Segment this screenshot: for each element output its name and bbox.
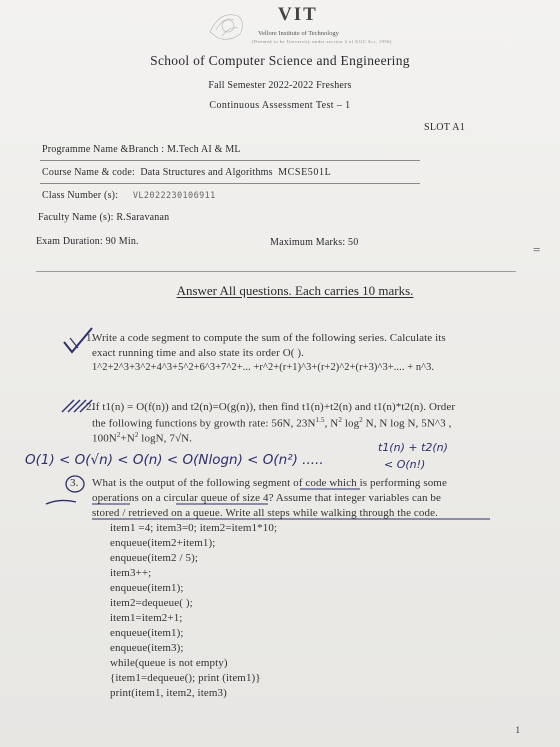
duration-label: Exam Duration:: [36, 236, 103, 247]
q2-line3-text: +N: [120, 432, 135, 445]
instructions: Answer All questions. Each carries 10 marks.: [176, 283, 414, 298]
q2-line1: If t1(n) = O(f(n)) and t2(n)=O(g(n)), then find t1(n)+t2(n) and t1(n)*t2(n). Order: [92, 401, 456, 413]
code-line: enqueue(item3);: [110, 642, 184, 654]
q3-line2: operations on a circular queue of size 4? Assume that integer variables can be: [92, 492, 441, 504]
code-line: item2=dequeue( );: [110, 597, 193, 609]
q1-line1: Write a code segment to compute the sum of the following series. Calculate its: [92, 332, 446, 344]
class-value: VL2022230106911: [132, 191, 216, 201]
q2-line2-text: the following functions by growth rate: 56N, 23N: [92, 417, 316, 430]
marks-value: 50: [348, 237, 359, 248]
programme-label: Programme Name &Branch :: [42, 144, 165, 155]
course-label: Course Name & code:: [42, 167, 135, 178]
code-line: while(queue is not empty): [110, 657, 228, 669]
page-number: 1: [515, 725, 520, 735]
course-value: Data Structures and Algorithms: [140, 167, 273, 178]
handwritten-sum-note: t1(n) + t2(n): [378, 441, 448, 454]
handwritten-sum-note-2: < O(n!): [384, 458, 426, 471]
code-line: print(item1, item2, item3): [110, 687, 227, 699]
q2-sup: 2: [359, 416, 363, 424]
code-line: item3++;: [110, 567, 152, 579]
code-line: enqueue(item1);: [110, 627, 184, 639]
code-line: enqueue(item2 / 5);: [110, 552, 199, 564]
code-line: enqueue(item2+item1);: [110, 537, 216, 549]
q2-sup: 1.5: [315, 416, 325, 424]
q2-line2-text: N, N log N, 5N^3 ,: [362, 417, 452, 430]
q2-line3-text: 100N: [92, 432, 117, 445]
q2-sup: 2: [338, 416, 342, 424]
slot: SLOT A1: [424, 122, 466, 133]
q3-line3: stored / retrieved on a queue. Write all steps while walking through the code.: [92, 507, 438, 519]
programme-value: M.Tech AI & ML: [166, 144, 241, 155]
q1-number: 1.: [86, 332, 95, 344]
q2-line2-text: , N: [324, 417, 339, 430]
q2-line3-text: logN, 7√N.: [138, 432, 193, 445]
q3-line1: What is the output of the following segment of code which is performing some: [92, 477, 447, 489]
q1-line2: exact running time and also state its order O( ).: [92, 347, 305, 359]
q3-number: 3.: [70, 477, 79, 489]
code-line: item1 =4; item3=0; item2=item1*10;: [110, 522, 278, 534]
logo-text: VIT: [278, 4, 318, 25]
code-line: enqueue(item1);: [110, 582, 184, 594]
q2-number: 2.: [86, 401, 95, 413]
q1-series: 1^2+2^3+3^2+4^3+5^2+6^3+7^2+... +r^2+(r+1)^3+(r+2)^2+(r+3)^3+.... + n^3.: [92, 362, 435, 373]
code-line: item1=item2+1;: [110, 612, 183, 624]
duration-value: 90 Min.: [105, 236, 139, 247]
test-title: Continuous Assessment Test – 1: [209, 100, 351, 111]
q2-sup: 2: [134, 431, 139, 439]
logo-subtitle: Vellore Institute of Technology: [258, 30, 339, 37]
faculty-label: Faculty Name (s):: [38, 212, 114, 223]
logo-tagline: (Deemed to be University under section 3 of UGC Act, 1956): [252, 39, 392, 44]
class-label: Class Number (s):: [42, 190, 119, 201]
semester: Fall Semester 2022-2022 Freshers: [208, 80, 352, 91]
course-code: MCSE501L: [278, 167, 332, 178]
margin-mark: =: [533, 242, 541, 257]
code-line: {item1=dequeue(); print (item1)}: [110, 672, 261, 684]
marks-label: Maximum Marks:: [270, 237, 346, 248]
faculty-value: R.Saravanan: [116, 212, 170, 223]
q2-line2-text: log: [341, 417, 360, 430]
q2-sup: 2: [116, 431, 121, 439]
school-name: School of Computer Science and Engineering: [150, 53, 410, 68]
handwritten-growth-order: O(1) < O(√n) < O(n) < O(Nlogn) < O(n²) .....: [25, 452, 324, 468]
